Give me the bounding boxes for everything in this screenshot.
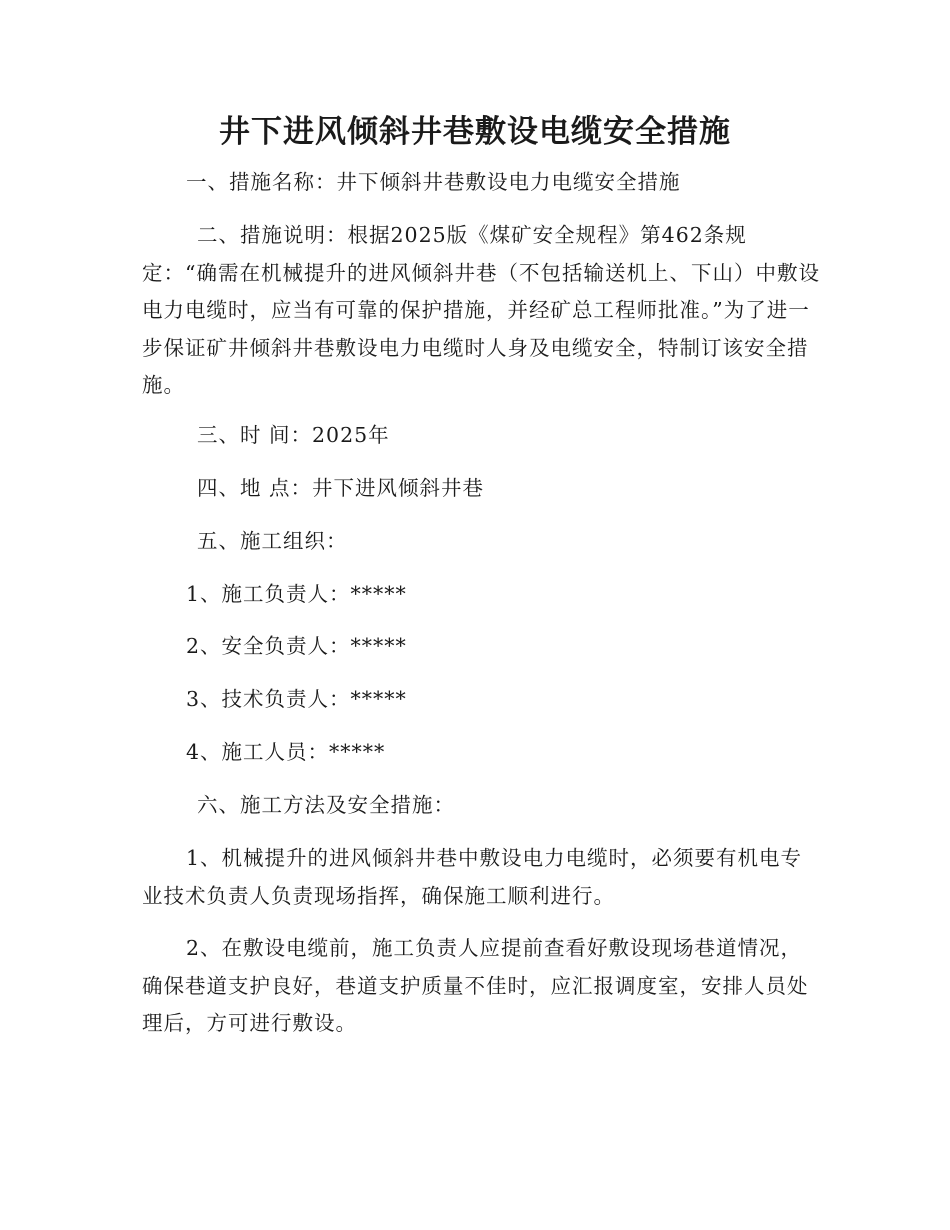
paragraph-construction-lead: 1、施工负责人：***** <box>186 582 407 606</box>
paragraph-organization: 五、施工组织： <box>197 529 348 553</box>
document-title: 井下进风倾斜井巷敷设电缆安全措施 <box>219 114 731 150</box>
paragraph-measure-name: 一、措施名称：井下倾斜井巷敷设电力电缆安全措施 <box>186 170 681 194</box>
paragraph-location: 四、地 点：井下进风倾斜井巷 <box>197 476 485 500</box>
paragraph-safety-lead: 2、安全负责人：***** <box>186 634 407 658</box>
paragraph-measure-description: 二、措施说明：根据2025版《煤矿安全规程》第462条规定：“确需在机械提升的进风倾斜井巷（不包括输送机上、下山）中敷设电力电缆时，应当有可靠的保护措施，并经矿总工程师批准。”为了进一步保证矿井倾斜井巷敷设电力电缆时人身及电缆安全，特制订该安全措施。 <box>142 223 820 397</box>
paragraph-technical-lead: 3、技术负责人：***** <box>186 687 407 711</box>
paragraph-method-1: 1、机械提升的进风倾斜井巷中敷设电力电缆时，必须要有机电专业技术负责人负责现场指挥，确保施工顺利进行。 <box>142 846 803 908</box>
paragraph-methods-heading: 六、施工方法及安全措施： <box>197 793 455 817</box>
paragraph-method-2: 2、在敷设电缆前，施工负责人应提前查看好敷设现场巷道情况，确保巷道支护良好，巷道支护质量不佳时，应汇报调度室，安排人员处理后，方可进行敷设。 <box>142 936 809 1035</box>
paragraph-workers: 4、施工人员：***** <box>186 740 386 764</box>
paragraph-time: 三、时 间：2025年 <box>197 423 390 447</box>
